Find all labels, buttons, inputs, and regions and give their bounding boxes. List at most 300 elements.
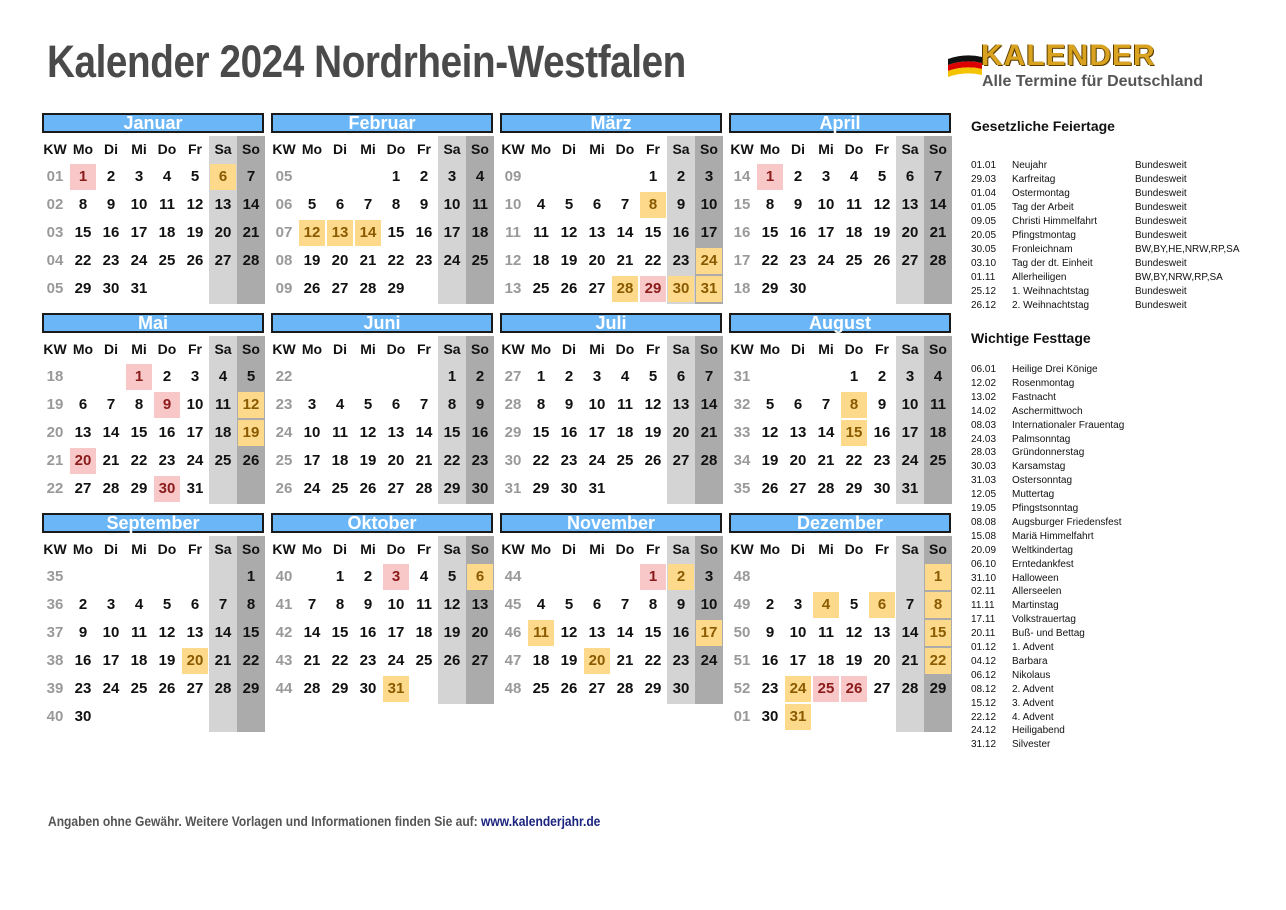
- day-cell[interactable]: 7: [106, 396, 116, 413]
- day-cell[interactable]: 16: [672, 224, 690, 241]
- day-cell[interactable]: 8: [391, 196, 401, 213]
- day-cell[interactable]: 14: [901, 624, 919, 641]
- day-cell[interactable]: 27: [588, 680, 606, 697]
- day-cell[interactable]: 12: [443, 596, 461, 613]
- day-cell[interactable]: 7: [363, 196, 373, 213]
- day-cell[interactable]: 9: [78, 624, 88, 641]
- day-cell[interactable]: 21: [616, 252, 634, 269]
- holiday-day-cell[interactable]: 30: [154, 476, 180, 502]
- day-cell[interactable]: 20: [387, 452, 405, 469]
- day-cell[interactable]: 12: [845, 624, 863, 641]
- day-cell[interactable]: 16: [560, 424, 578, 441]
- day-cell[interactable]: 16: [102, 224, 120, 241]
- day-cell[interactable]: 10: [130, 196, 148, 213]
- day-cell[interactable]: 23: [102, 252, 120, 269]
- day-cell[interactable]: 18: [331, 452, 349, 469]
- day-cell[interactable]: 26: [761, 480, 779, 497]
- day-cell[interactable]: 22: [387, 252, 405, 269]
- day-cell[interactable]: 7: [419, 396, 429, 413]
- special-day-cell[interactable]: 31: [383, 676, 409, 702]
- day-cell[interactable]: 28: [102, 480, 120, 497]
- day-cell[interactable]: 2: [78, 596, 88, 613]
- day-cell[interactable]: 9: [106, 196, 116, 213]
- special-day-cell[interactable]: 22: [925, 648, 951, 674]
- day-cell[interactable]: 16: [672, 624, 690, 641]
- day-cell[interactable]: 14: [415, 424, 433, 441]
- day-cell[interactable]: 28: [242, 252, 260, 269]
- day-cell[interactable]: 3: [106, 596, 116, 613]
- day-cell[interactable]: 26: [873, 252, 891, 269]
- special-day-cell[interactable]: 6: [869, 592, 895, 618]
- day-cell[interactable]: 10: [789, 624, 807, 641]
- day-cell[interactable]: 29: [130, 480, 148, 497]
- day-cell[interactable]: 28: [616, 680, 634, 697]
- day-cell[interactable]: 25: [845, 252, 863, 269]
- day-cell[interactable]: 14: [214, 624, 232, 641]
- day-cell[interactable]: 2: [475, 368, 485, 385]
- special-day-cell[interactable]: 24: [696, 248, 722, 274]
- day-cell[interactable]: 12: [158, 624, 176, 641]
- day-cell[interactable]: 14: [242, 196, 260, 213]
- day-cell[interactable]: 15: [387, 224, 405, 241]
- day-cell[interactable]: 17: [102, 652, 120, 669]
- day-cell[interactable]: 10: [700, 596, 718, 613]
- day-cell[interactable]: 16: [74, 652, 92, 669]
- holiday-day-cell[interactable]: 9: [154, 392, 180, 418]
- day-cell[interactable]: 30: [74, 708, 92, 725]
- day-cell[interactable]: 15: [242, 624, 260, 641]
- day-cell[interactable]: 23: [672, 652, 690, 669]
- day-cell[interactable]: 11: [416, 596, 432, 613]
- day-cell[interactable]: 5: [849, 596, 859, 613]
- day-cell[interactable]: 9: [765, 624, 775, 641]
- day-cell[interactable]: 1: [391, 168, 401, 185]
- day-cell[interactable]: 3: [905, 368, 915, 385]
- day-cell[interactable]: 30: [873, 480, 891, 497]
- day-cell[interactable]: 10: [186, 396, 204, 413]
- day-cell[interactable]: 28: [303, 680, 321, 697]
- day-cell[interactable]: 21: [616, 652, 634, 669]
- special-day-cell[interactable]: 14: [355, 220, 381, 246]
- day-cell[interactable]: 3: [447, 168, 457, 185]
- day-cell[interactable]: 5: [307, 196, 317, 213]
- day-cell[interactable]: 14: [303, 624, 321, 641]
- day-cell[interactable]: 22: [761, 252, 779, 269]
- day-cell[interactable]: 18: [532, 652, 550, 669]
- day-cell[interactable]: 17: [186, 424, 204, 441]
- day-cell[interactable]: 5: [246, 368, 256, 385]
- day-cell[interactable]: 24: [186, 452, 204, 469]
- day-cell[interactable]: 12: [873, 196, 891, 213]
- day-cell[interactable]: 7: [218, 596, 228, 613]
- special-day-cell[interactable]: 20: [182, 648, 208, 674]
- holiday-day-cell[interactable]: 29: [640, 276, 666, 302]
- day-cell[interactable]: 23: [560, 452, 578, 469]
- special-day-cell[interactable]: 6: [467, 564, 493, 590]
- day-cell[interactable]: 12: [761, 424, 779, 441]
- day-cell[interactable]: 28: [929, 252, 947, 269]
- day-cell[interactable]: 9: [676, 596, 686, 613]
- day-cell[interactable]: 22: [331, 652, 349, 669]
- day-cell[interactable]: 13: [873, 624, 891, 641]
- day-cell[interactable]: 31: [901, 480, 919, 497]
- special-day-cell[interactable]: 31: [696, 276, 722, 302]
- day-cell[interactable]: 24: [817, 252, 835, 269]
- day-cell[interactable]: 12: [186, 196, 204, 213]
- day-cell[interactable]: 4: [475, 168, 485, 185]
- holiday-day-cell[interactable]: 1: [126, 364, 152, 390]
- day-cell[interactable]: 9: [475, 396, 485, 413]
- day-cell[interactable]: 11: [930, 396, 946, 413]
- day-cell[interactable]: 29: [761, 280, 779, 297]
- day-cell[interactable]: 28: [214, 680, 232, 697]
- special-day-cell[interactable]: 4: [813, 592, 839, 618]
- day-cell[interactable]: 31: [130, 280, 148, 297]
- day-cell[interactable]: 30: [471, 480, 489, 497]
- day-cell[interactable]: 20: [331, 252, 349, 269]
- day-cell[interactable]: 6: [190, 596, 200, 613]
- day-cell[interactable]: 27: [672, 452, 690, 469]
- day-cell[interactable]: 17: [387, 624, 405, 641]
- day-cell[interactable]: 19: [186, 224, 204, 241]
- day-cell[interactable]: 23: [761, 680, 779, 697]
- day-cell[interactable]: 4: [849, 168, 859, 185]
- day-cell[interactable]: 10: [588, 396, 606, 413]
- day-cell[interactable]: 18: [532, 252, 550, 269]
- day-cell[interactable]: 21: [214, 652, 232, 669]
- day-cell[interactable]: 31: [186, 480, 204, 497]
- day-cell[interactable]: 18: [214, 424, 232, 441]
- special-day-cell[interactable]: 8: [925, 592, 951, 618]
- day-cell[interactable]: 19: [359, 452, 377, 469]
- day-cell[interactable]: 29: [74, 280, 92, 297]
- day-cell[interactable]: 7: [246, 168, 256, 185]
- day-cell[interactable]: 24: [901, 452, 919, 469]
- special-day-cell[interactable]: 8: [841, 392, 867, 418]
- day-cell[interactable]: 9: [793, 196, 803, 213]
- day-cell[interactable]: 6: [676, 368, 686, 385]
- day-cell[interactable]: 20: [672, 424, 690, 441]
- day-cell[interactable]: 30: [789, 280, 807, 297]
- day-cell[interactable]: 8: [335, 596, 345, 613]
- day-cell[interactable]: 14: [700, 396, 718, 413]
- day-cell[interactable]: 25: [130, 680, 148, 697]
- day-cell[interactable]: 24: [130, 252, 148, 269]
- day-cell[interactable]: 27: [873, 680, 891, 697]
- day-cell[interactable]: 24: [443, 252, 461, 269]
- day-cell[interactable]: 5: [190, 168, 200, 185]
- day-cell[interactable]: 16: [359, 624, 377, 641]
- day-cell[interactable]: 3: [704, 168, 714, 185]
- day-cell[interactable]: 13: [901, 196, 919, 213]
- day-cell[interactable]: 27: [789, 480, 807, 497]
- day-cell[interactable]: 4: [134, 596, 144, 613]
- day-cell[interactable]: 6: [592, 196, 602, 213]
- day-cell[interactable]: 9: [363, 596, 373, 613]
- day-cell[interactable]: 6: [78, 396, 88, 413]
- special-day-cell[interactable]: 12: [299, 220, 325, 246]
- day-cell[interactable]: 22: [845, 452, 863, 469]
- day-cell[interactable]: 29: [443, 480, 461, 497]
- day-cell[interactable]: 20: [901, 224, 919, 241]
- day-cell[interactable]: 29: [387, 280, 405, 297]
- day-cell[interactable]: 22: [443, 452, 461, 469]
- day-cell[interactable]: 30: [560, 480, 578, 497]
- special-day-cell[interactable]: 8: [640, 192, 666, 218]
- day-cell[interactable]: 11: [533, 224, 549, 241]
- day-cell[interactable]: 16: [471, 424, 489, 441]
- day-cell[interactable]: 14: [817, 424, 835, 441]
- day-cell[interactable]: 17: [303, 452, 321, 469]
- day-cell[interactable]: 1: [335, 568, 345, 585]
- day-cell[interactable]: 14: [102, 424, 120, 441]
- day-cell[interactable]: 27: [186, 680, 204, 697]
- day-cell[interactable]: 19: [873, 224, 891, 241]
- day-cell[interactable]: 2: [676, 168, 686, 185]
- day-cell[interactable]: 25: [331, 480, 349, 497]
- day-cell[interactable]: 5: [648, 368, 658, 385]
- day-cell[interactable]: 18: [130, 652, 148, 669]
- day-cell[interactable]: 23: [74, 680, 92, 697]
- day-cell[interactable]: 24: [303, 480, 321, 497]
- day-cell[interactable]: 23: [471, 452, 489, 469]
- day-cell[interactable]: 8: [447, 396, 457, 413]
- day-cell[interactable]: 30: [359, 680, 377, 697]
- day-cell[interactable]: 26: [158, 680, 176, 697]
- day-cell[interactable]: 28: [817, 480, 835, 497]
- day-cell[interactable]: 7: [933, 168, 943, 185]
- day-cell[interactable]: 10: [443, 196, 461, 213]
- day-cell[interactable]: 2: [363, 568, 373, 585]
- day-cell[interactable]: 17: [700, 224, 718, 241]
- special-day-cell[interactable]: 13: [327, 220, 353, 246]
- brand-logo[interactable]: [945, 40, 1235, 100]
- day-cell[interactable]: 23: [359, 652, 377, 669]
- day-cell[interactable]: 22: [242, 652, 260, 669]
- day-cell[interactable]: 2: [106, 168, 116, 185]
- day-cell[interactable]: 3: [793, 596, 803, 613]
- day-cell[interactable]: 26: [560, 280, 578, 297]
- day-cell[interactable]: 9: [419, 196, 429, 213]
- day-cell[interactable]: 12: [359, 424, 377, 441]
- day-cell[interactable]: 26: [242, 452, 260, 469]
- day-cell[interactable]: 30: [672, 680, 690, 697]
- day-cell[interactable]: 2: [793, 168, 803, 185]
- day-cell[interactable]: 2: [564, 368, 574, 385]
- day-cell[interactable]: 7: [704, 368, 714, 385]
- day-cell[interactable]: 15: [644, 624, 662, 641]
- day-cell[interactable]: 24: [387, 652, 405, 669]
- day-cell[interactable]: 27: [74, 480, 92, 497]
- day-cell[interactable]: 1: [536, 368, 546, 385]
- day-cell[interactable]: 3: [190, 368, 200, 385]
- day-cell[interactable]: 29: [242, 680, 260, 697]
- day-cell[interactable]: 19: [560, 252, 578, 269]
- day-cell[interactable]: 8: [765, 196, 775, 213]
- special-day-cell[interactable]: 20: [584, 648, 610, 674]
- day-cell[interactable]: 6: [793, 396, 803, 413]
- day-cell[interactable]: 18: [415, 624, 433, 641]
- day-cell[interactable]: 10: [700, 196, 718, 213]
- day-cell[interactable]: 21: [303, 652, 321, 669]
- day-cell[interactable]: 8: [536, 396, 546, 413]
- day-cell[interactable]: 10: [303, 424, 321, 441]
- day-cell[interactable]: 28: [415, 480, 433, 497]
- day-cell[interactable]: 13: [471, 596, 489, 613]
- day-cell[interactable]: 8: [648, 596, 658, 613]
- day-cell[interactable]: 8: [78, 196, 88, 213]
- day-cell[interactable]: 28: [359, 280, 377, 297]
- day-cell[interactable]: 25: [415, 652, 433, 669]
- day-cell[interactable]: 19: [303, 252, 321, 269]
- day-cell[interactable]: 18: [845, 224, 863, 241]
- day-cell[interactable]: 24: [102, 680, 120, 697]
- day-cell[interactable]: 18: [817, 652, 835, 669]
- day-cell[interactable]: 15: [331, 624, 349, 641]
- day-cell[interactable]: 11: [617, 396, 633, 413]
- day-cell[interactable]: 27: [331, 280, 349, 297]
- day-cell[interactable]: 13: [74, 424, 92, 441]
- day-cell[interactable]: 15: [74, 224, 92, 241]
- day-cell[interactable]: 22: [74, 252, 92, 269]
- day-cell[interactable]: 13: [789, 424, 807, 441]
- day-cell[interactable]: 27: [588, 280, 606, 297]
- day-cell[interactable]: 29: [644, 680, 662, 697]
- day-cell[interactable]: 7: [620, 196, 630, 213]
- day-cell[interactable]: 4: [335, 396, 345, 413]
- day-cell[interactable]: 4: [218, 368, 228, 385]
- special-day-cell[interactable]: 12: [238, 392, 264, 418]
- day-cell[interactable]: 9: [877, 396, 887, 413]
- day-cell[interactable]: 24: [588, 452, 606, 469]
- special-day-cell[interactable]: 30: [668, 276, 694, 302]
- day-cell[interactable]: 17: [901, 424, 919, 441]
- day-cell[interactable]: 19: [845, 652, 863, 669]
- holiday-day-cell[interactable]: 1: [640, 564, 666, 590]
- day-cell[interactable]: 13: [672, 396, 690, 413]
- special-day-cell[interactable]: 31: [785, 704, 811, 730]
- day-cell[interactable]: 4: [419, 568, 429, 585]
- day-cell[interactable]: 18: [616, 424, 634, 441]
- day-cell[interactable]: 29: [845, 480, 863, 497]
- day-cell[interactable]: 17: [817, 224, 835, 241]
- holiday-day-cell[interactable]: 1: [757, 164, 783, 190]
- day-cell[interactable]: 2: [419, 168, 429, 185]
- day-cell[interactable]: 10: [817, 196, 835, 213]
- day-cell[interactable]: 29: [331, 680, 349, 697]
- day-cell[interactable]: 5: [564, 196, 574, 213]
- day-cell[interactable]: 3: [307, 396, 317, 413]
- day-cell[interactable]: 18: [158, 224, 176, 241]
- special-day-cell[interactable]: 2: [668, 564, 694, 590]
- day-cell[interactable]: 6: [335, 196, 345, 213]
- day-cell[interactable]: 14: [929, 196, 947, 213]
- day-cell[interactable]: 28: [901, 680, 919, 697]
- day-cell[interactable]: 13: [186, 624, 204, 641]
- day-cell[interactable]: 22: [532, 452, 550, 469]
- day-cell[interactable]: 3: [134, 168, 144, 185]
- day-cell[interactable]: 8: [246, 596, 256, 613]
- day-cell[interactable]: 18: [929, 424, 947, 441]
- day-cell[interactable]: 26: [443, 652, 461, 669]
- day-cell[interactable]: 19: [644, 424, 662, 441]
- day-cell[interactable]: 4: [933, 368, 943, 385]
- day-cell[interactable]: 23: [158, 452, 176, 469]
- day-cell[interactable]: 16: [789, 224, 807, 241]
- day-cell[interactable]: 13: [588, 624, 606, 641]
- holiday-day-cell[interactable]: 3: [383, 564, 409, 590]
- day-cell[interactable]: 23: [789, 252, 807, 269]
- day-cell[interactable]: 12: [560, 624, 578, 641]
- holiday-day-cell[interactable]: 26: [841, 676, 867, 702]
- day-cell[interactable]: 27: [471, 652, 489, 669]
- day-cell[interactable]: 11: [332, 424, 348, 441]
- day-cell[interactable]: 27: [901, 252, 919, 269]
- day-cell[interactable]: 28: [700, 452, 718, 469]
- day-cell[interactable]: 10: [102, 624, 120, 641]
- day-cell[interactable]: 25: [214, 452, 232, 469]
- day-cell[interactable]: 25: [471, 252, 489, 269]
- special-day-cell[interactable]: 1: [925, 564, 951, 590]
- day-cell[interactable]: 3: [704, 568, 714, 585]
- day-cell[interactable]: 16: [415, 224, 433, 241]
- day-cell[interactable]: 5: [447, 568, 457, 585]
- day-cell[interactable]: 25: [929, 452, 947, 469]
- day-cell[interactable]: 16: [873, 424, 891, 441]
- day-cell[interactable]: 25: [616, 452, 634, 469]
- day-cell[interactable]: 13: [387, 424, 405, 441]
- day-cell[interactable]: 19: [560, 652, 578, 669]
- day-cell[interactable]: 27: [214, 252, 232, 269]
- day-cell[interactable]: 21: [102, 452, 120, 469]
- day-cell[interactable]: 22: [644, 652, 662, 669]
- day-cell[interactable]: 7: [821, 396, 831, 413]
- day-cell[interactable]: 21: [359, 252, 377, 269]
- day-cell[interactable]: 16: [158, 424, 176, 441]
- day-cell[interactable]: 23: [873, 452, 891, 469]
- day-cell[interactable]: 15: [443, 424, 461, 441]
- day-cell[interactable]: 26: [303, 280, 321, 297]
- day-cell[interactable]: 29: [929, 680, 947, 697]
- day-cell[interactable]: 23: [672, 252, 690, 269]
- day-cell[interactable]: 10: [901, 396, 919, 413]
- day-cell[interactable]: 25: [158, 252, 176, 269]
- day-cell[interactable]: 4: [536, 596, 546, 613]
- day-cell[interactable]: 19: [761, 452, 779, 469]
- day-cell[interactable]: 26: [359, 480, 377, 497]
- day-cell[interactable]: 11: [818, 624, 834, 641]
- day-cell[interactable]: 13: [214, 196, 232, 213]
- day-cell[interactable]: 15: [644, 224, 662, 241]
- day-cell[interactable]: 11: [846, 196, 862, 213]
- day-cell[interactable]: 1: [447, 368, 457, 385]
- day-cell[interactable]: 16: [761, 652, 779, 669]
- day-cell[interactable]: 9: [564, 396, 574, 413]
- day-cell[interactable]: 21: [929, 224, 947, 241]
- day-cell[interactable]: 23: [415, 252, 433, 269]
- day-cell[interactable]: 22: [644, 252, 662, 269]
- special-day-cell[interactable]: 24: [785, 676, 811, 702]
- day-cell[interactable]: 21: [415, 452, 433, 469]
- day-cell[interactable]: 21: [242, 224, 260, 241]
- day-cell[interactable]: 30: [102, 280, 120, 297]
- day-cell[interactable]: 3: [592, 368, 602, 385]
- day-cell[interactable]: 20: [789, 452, 807, 469]
- day-cell[interactable]: 12: [644, 396, 662, 413]
- day-cell[interactable]: 19: [443, 624, 461, 641]
- day-cell[interactable]: 7: [620, 596, 630, 613]
- day-cell[interactable]: 12: [560, 224, 578, 241]
